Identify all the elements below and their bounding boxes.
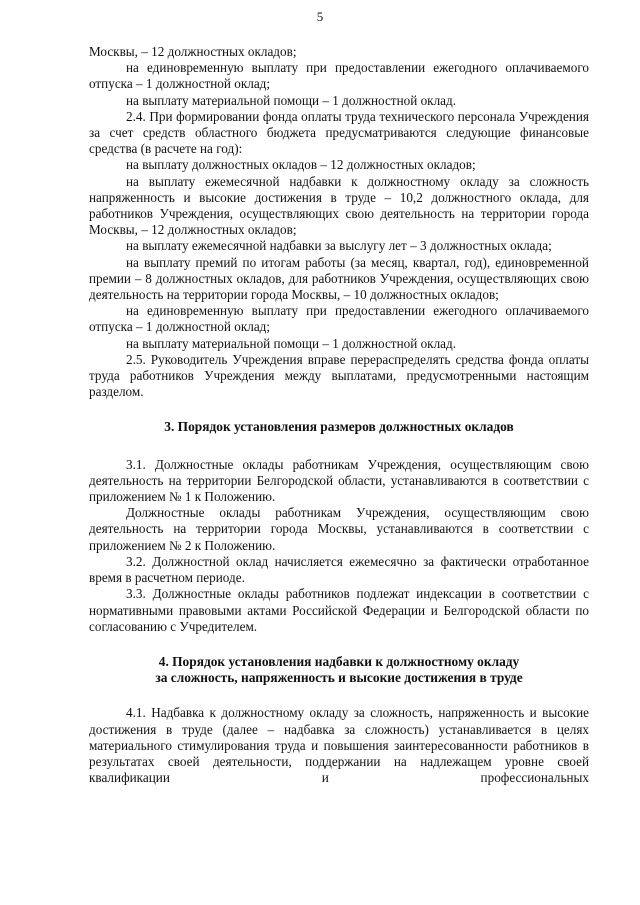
paragraph: на выплату материальной помощи – 1 должностной оклад.: [126, 335, 457, 351]
paragraph: Должностные оклады работникам Учреждения, осуществляющим свою деятельность на территории города Москвы, устанавливаются в соответствии с приложением № 2 к Положению.: [89, 505, 589, 553]
paragraph: на единовременную выплату при предоставлении ежегодного оплачиваемого отпуска – 1 должностной оклад;: [89, 60, 589, 92]
paragraph: на выплату ежемесячной надбавки за выслугу лет – 3 должностных оклада;: [126, 238, 552, 254]
paragraph: 4.1. Надбавка к должностному окладу за сложность, напряженность и высокие достижения в труде (далее – надбавка за сложность) устанавливается в целях материального стимулирования труда и повышения заинтересованности работников в результатах своей деятельности, поддержании на надлежащем уровне своей квалификации и профессиональных: [89, 705, 589, 786]
section-4-heading-line: 4. Порядок установления надбавки к должностному окладу: [158, 653, 520, 669]
section-4-heading-line: за сложность, напряженность и высокие достижения в труде: [155, 670, 523, 686]
paragraph: 2.4. При формировании фонда оплаты труда технического персонала Учреждения за счет средств областного бюджета предусматриваются следующие финансовые средства (в расчете на год):: [89, 108, 589, 157]
paragraph: на выплату должностных окладов – 12 должностных окладов;: [126, 157, 476, 173]
paragraph: 3.3. Должностные оклады работников подлежат индексации в соответствии с нормативными правовыми актами Российской Федерации и Белгородской области по согласованию с Учредителем.: [89, 586, 589, 634]
page-number: 5: [316, 9, 324, 24]
paragraph: Москвы, – 12 должностных окладов;: [89, 44, 297, 59]
document-body: [89, 44, 589, 786]
paragraph: на выплату ежемесячной надбавки к должностному окладу за сложность напряженность и высокие достижения в труде – 10,2 должностного оклада, для работников Учреждения, осуществляющих свою деятельность на территории города Москвы, – 12 должностных окладов;: [89, 173, 589, 238]
paragraph: 2.5. Руководитель Учреждения вправе перераспределять средства фонда оплаты труда работников Учреждения между выплатами, предусмотренными настоящим разделом.: [89, 351, 589, 400]
paragraph: 3.2. Должностной оклад начисляется ежемесячно за фактически отработанное время в расчетном периоде.: [89, 553, 589, 586]
paragraph: 3.1. Должностные оклады работникам Учреждения, осуществляющим свою деятельность на территории Белгородской области, устанавливаются в соответствии с приложением № 1 к Положению.: [89, 456, 589, 505]
paragraph: на единовременную выплату при предоставлении ежегодного оплачиваемого отпуска – 1 должностной оклад;: [89, 303, 589, 335]
paragraph: на выплату премий по итогам работы (за месяц, квартал, год), единовременной премии – 8 должностных окладов, для работников Учреждения, осуществляющих свою деятельность на территории города Москвы, – 10 должностных окладов;: [89, 254, 589, 303]
section-4-heading: [89, 635, 589, 705]
section-3-heading: 3. Порядок установления размеров должностных окладов: [164, 419, 514, 435]
paragraph: на выплату материальной помощи – 1 должностной оклад.: [126, 92, 457, 108]
